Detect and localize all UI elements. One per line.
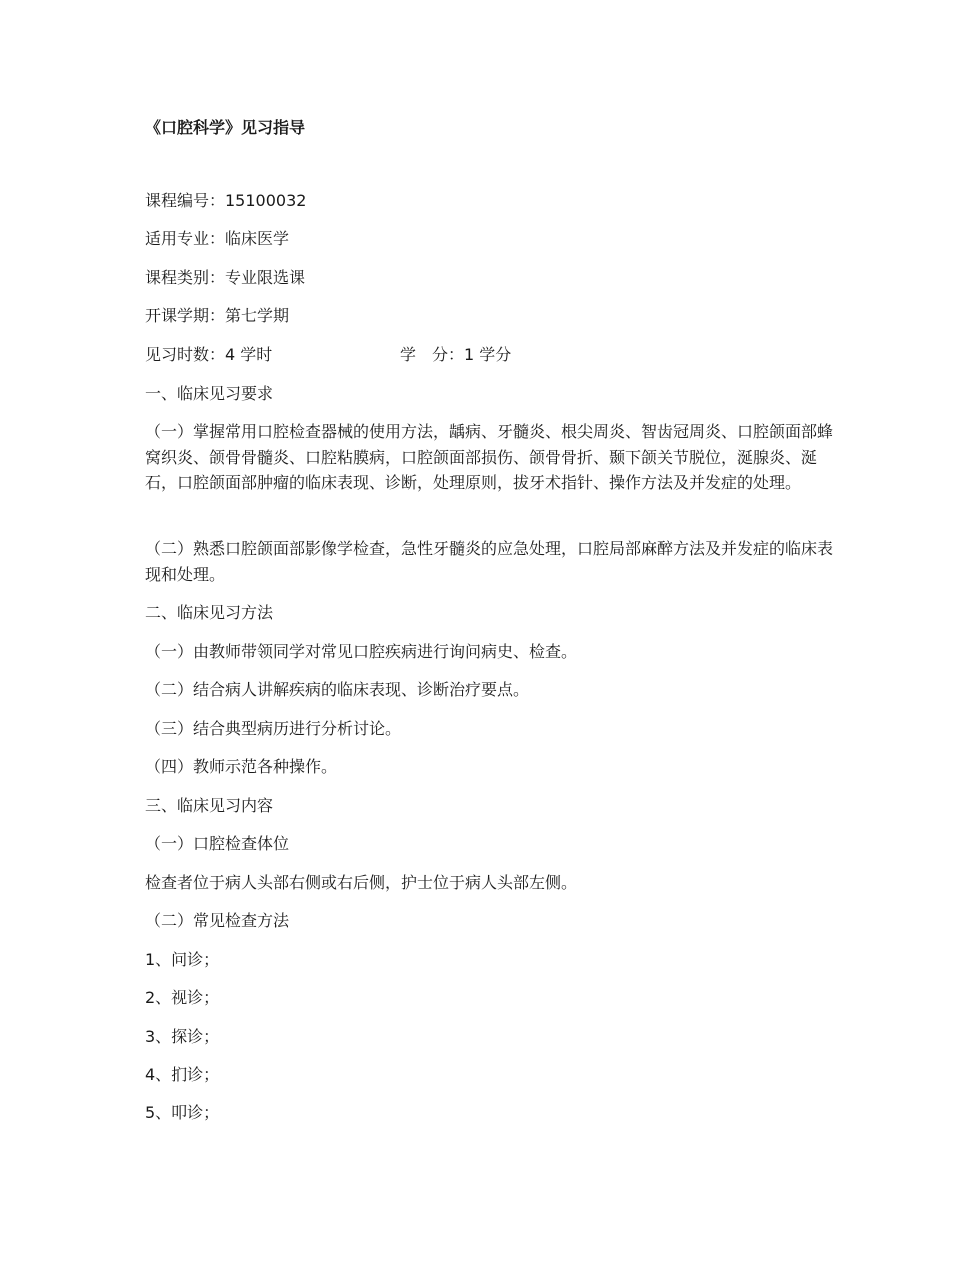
method-item: 3、探诊；	[145, 1027, 220, 1046]
section3-subheading-methods: （二）常见检查方法	[145, 911, 290, 930]
section1-paragraph1: （一）掌握常用口腔检查器械的使用方法，龋病、牙髓炎、根尖周炎、智齿冠周炎、口腔颌面部蜂窝织炎、颌骨骨髓炎、口腔粘膜病，口腔颌面部损伤、颌骨骨折、颞下颌关节脱位，涎腺炎、涎石，口腔颌面部肿瘤的临床表现、诊断，处理原则，拔牙术指针、操作方法及并发症的处理。	[145, 422, 834, 492]
credits: 学 分：1 学分	[400, 345, 512, 364]
section1-heading: 一、临床见习要求	[145, 384, 274, 403]
applicable-major: 适用专业：临床医学	[145, 229, 290, 248]
section2-item: （三）结合典型病历进行分析讨论。	[145, 719, 402, 738]
practice-hours: 见习时数：4 学时	[145, 345, 273, 364]
section2-item: （一）由教师带领同学对常见口腔疾病进行询问病史、检查。	[145, 642, 578, 661]
section2-heading: 二、临床见习方法	[145, 603, 274, 622]
section3-heading: 三、临床见习内容	[145, 796, 274, 815]
course-category: 课程类别：专业限选课	[145, 268, 306, 287]
section3-position-text: 检查者位于病人头部右侧或右后侧，护士位于病人头部左侧。	[145, 873, 578, 892]
section3-subheading-position: （一）口腔检查体位	[145, 834, 290, 853]
section2-item: （二）结合病人讲解疾病的临床表现、诊断治疗要点。	[145, 680, 530, 699]
course-code: 课程编号：15100032	[145, 191, 307, 210]
method-item: 2、视诊；	[145, 988, 220, 1007]
section1-paragraph2: （二）熟悉口腔颌面部影像学检查，急性牙髓炎的应急处理，口腔局部麻醉方法及并发症的临床表现和处理。	[145, 539, 834, 584]
hours-credits-row	[145, 343, 838, 367]
method-item: 5、叩诊；	[145, 1103, 220, 1122]
method-item: 1、问诊；	[145, 950, 220, 969]
document-title: 《口腔科学》见习指导	[145, 118, 306, 137]
method-item: 4、扪诊；	[145, 1065, 220, 1084]
semester: 开课学期：第七学期	[145, 306, 290, 325]
section2-item: （四）教师示范各种操作。	[145, 757, 338, 776]
